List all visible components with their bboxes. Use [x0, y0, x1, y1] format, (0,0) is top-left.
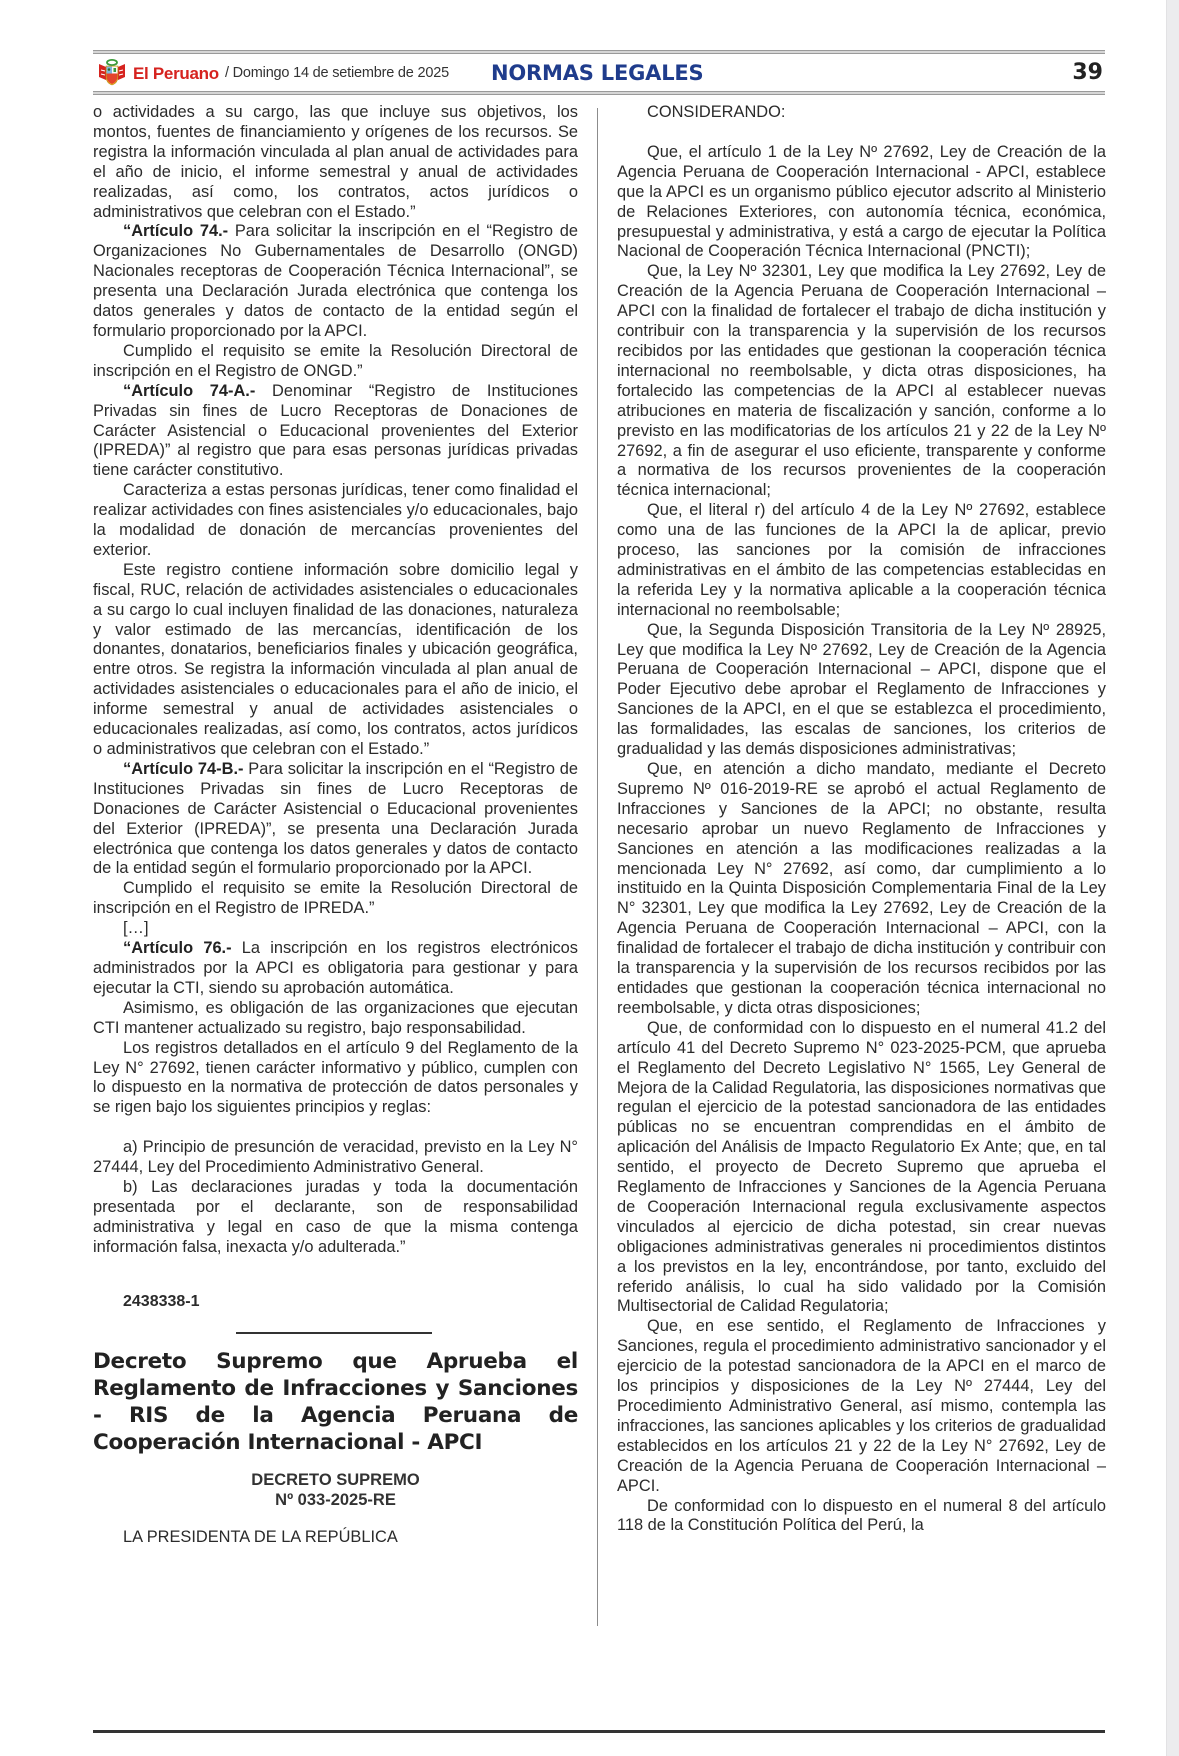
ellipsis: […]: [123, 919, 149, 938]
article-label: “Artículo 74-B.-: [123, 759, 244, 778]
paragraph: o actividades a su cargo, las que incluye sus objetivos, los montos, fuentes de financiamiento y orígenes de los recursos. Se registra la información vinculada al plan anual de actividades para el año de inicio, el informe semestral y anual de actividades realizadas, así como, los contratos, actos jurídicos o administrativos que celebran con el Estado.”: [93, 103, 578, 221]
spacer: [93, 1118, 578, 1138]
list-item-a: a) Principio de presunción de veracidad, previsto en la Ley N° 27444, Ley del Procedimiento Administrativo General.: [93, 1138, 578, 1177]
decree-heading: [93, 1470, 578, 1510]
header-rule-bottom: [93, 91, 1105, 95]
article-text: Para solicitar la inscripción en el “Registro de Instituciones Privadas sin fines de Lucro Receptoras de Donaciones de Carácter Asistencial o Educacional provenientes del Exterior (IPREDA)”, se presenta una Declaración Jurada electrónica que contenga los datos generales y datos de contacto de la entidad según el formulario proporcionado por la APCI.: [93, 759, 578, 878]
article-74-a: [93, 382, 578, 482]
decree-type: DECRETO SUPREMO: [251, 1470, 420, 1489]
peru-coat-of-arms-icon: [97, 58, 127, 88]
article-text: La inscripción en los registros electrónicos administrados por la APCI es obligatoria para gestionar y para ejecutar la CTI, siendo su aprobación automática.: [93, 939, 578, 997]
article-text: Denominar “Registro de Instituciones Privadas sin fines de Lucro Receptoras de Donaciones de Carácter Asistencial o Educacional provenientes del Exterior (IPREDA)” al registro que para esas personas jurídicas privadas tiene carácter constitutivo.: [93, 381, 578, 480]
separator-rule: [236, 1332, 432, 1334]
considerando-heading: CONSIDERANDO:: [647, 103, 786, 121]
paragraph: Cumplido el requisito se emite la Resolución Directoral de inscripción en el Registro de IPREDA.”: [93, 879, 578, 918]
title-word: Decreto: [93, 1348, 187, 1374]
page-header: [93, 56, 1105, 90]
article-74: [93, 222, 578, 341]
paragraph: Que, en ese sentido, el Reglamento de Infracciones y Sanciones, regula el procedimiento administrativo sancionador y el ejercicio de la potestad sancionadora de la APCI en el marco de los principios y disposiciones de la Ley Nº 27444, Ley del Procedimiento Administrativo General, así mismo, contempla las infracciones, las sanciones aplicables y los criterios de gradualidad establecidos en los artículos 21 y 22 de la Ley N° 27692, Ley de Creación de la Agencia Peruana de Cooperación Internacional – APCI.: [617, 1317, 1106, 1495]
title-word: el: [556, 1348, 578, 1374]
viewer-side-strip: [1166, 0, 1179, 1756]
page-number: 39: [1072, 60, 1103, 85]
paragraph: Caracteriza a estas personas jurídicas, tener como finalidad el realizar actividades con fines asistenciales y/o educacionales, bajo la modalidad de donación de mercancías provenientes del exterior.: [93, 481, 578, 559]
paragraph: De conformidad con lo dispuesto en el numeral 8 del artículo 118 de la Constitución Política del Perú, la: [617, 1496, 1106, 1535]
decree-title-first-line: [93, 1348, 578, 1375]
paragraph: Cumplido el requisito se emite la Resolución Directoral de inscripción en el Registro de ONGD.”: [93, 341, 578, 380]
header-rule-top: [93, 50, 1105, 54]
decree-title-rest: Reglamento de Infracciones y Sanciones - RIS de la Agencia Peruana de Cooperación Internacional - APCI: [93, 1375, 578, 1455]
column-divider: [597, 108, 598, 1626]
left-column: [93, 103, 578, 1547]
paragraph: Que, en atención a dicho mandato, mediante el Decreto Supremo Nº 016-2019-RE se aprobó el actual Reglamento de Infracciones y Sanciones de la APCI; no obstante, resulta necesario aprobar un nuevo Reglamento de Infracciones y Sanciones en atención a las modificaciones realizadas a la mencionada Ley N° 27692, así como, dar cumplimiento a lo instituido en la Quinta Disposición Complementaria Final de la Ley N° 32301, Ley que modifica la Ley 27692, Ley de Creación de la Agencia Peruana de Cooperación Internacional – APCI, con la finalidad de fortalecer el trabajo de dicha institución y contribuir con la transparencia y la supervisión de los recursos recibidos por las entidades que gestionan la cooperación técnica internacional no reembolsable, y dicta otras disposiciones;: [617, 760, 1106, 1017]
paragraph: Que, la Segunda Disposición Transitoria de la Ley Nº 28925, Ley que modifica la Ley Nº 27692, Ley de Creación de la Agencia Peruana de Cooperación Internacional – APCI, dispone que el Poder Ejecutivo debe aprobar el Reglamento de Infracciones y Sanciones de la APCI, en el que se establezca el procedimiento, las formalidades, las escalas de sanciones, los criterios de gradualidad y las demás disposiciones administrativas;: [617, 620, 1106, 759]
article-label: “Artículo 76.-: [123, 939, 232, 958]
publication-date: / Domingo 14 de setiembre de 2025: [225, 65, 449, 81]
article-label: “Artículo 74.-: [123, 222, 229, 241]
document-number: 2438338-1: [123, 1292, 200, 1310]
paragraph: Que, la Ley Nº 32301, Ley que modifica la Ley 27692, Ley de Creación de la Agencia Peruana de Cooperación Internacional – APCI con la finalidad de fortalecer el trabajo de dicha institución y contribuir con la transparencia y la supervisión de los recursos recibidos por las entidades que gestionan la cooperación técnica internacional no reembolsable, y dicta otras disposiciones, ha fortalecido las competencias de la APCI al establecer nuevas atribuciones en materia de fiscalización y sanción, conforme a lo previsto en las modificatorias de los artículos 21 y 22 de la Ley Nº 27692, a fin de asegurar el uso eficiente, transparente y conforme a normativa de los recursos provenientes de la cooperación técnica internacional;: [617, 262, 1106, 500]
paragraph: Que, de conformidad con lo dispuesto en el numeral 41.2 del artículo 41 del Decreto Supremo N° 023-2025-PCM, que aprueba el Reglamento del Decreto Legislativo N° 1565, Ley General de Mejora de la Calidad Regulatoria, las disposiciones normativas que regulan el ejercicio de la potestad sancionadora de las entidades públicas no se encuentran comprendidas en el ámbito de aplicación del Análisis de Impacto Regulatorio Ex Ante; que, en tal sentido, el proyecto de Decreto Supremo que aprueba el Reglamento de Infracciones y Sanciones de la Agencia Peruana de Cooperación Internacional regula exclusivamente aspectos vinculados al ejercicio de dicha potestad, sin crear nuevas obligaciones administrativas generales ni procedimientos distintos a los previstos en la ley, encontrándose, por tanto, excluido del referido análisis, lo cual ha sido validado por la Comisión Multisectorial de Calidad Regulatoria;: [617, 1018, 1106, 1316]
article-label: “Artículo 74-A.-: [123, 381, 256, 400]
paragraph: Que, el literal r) del artículo 4 de la Ley Nº 27692, establece como una de las funciones de la APCI la de aplicar, previo proceso, las sanciones por la comisión de infracciones administrativas en el ámbito de las competencias establecidas en la referida Ley y la normativa aplicable a la cooperación técnica internacional no reembolsable;: [617, 501, 1106, 619]
spacer: [617, 123, 1106, 143]
right-column: [617, 103, 1106, 1536]
newspaper-page: [93, 0, 1105, 1756]
list-item-b: b) Las declaraciones juradas y toda la documentación presentada por el declarante, son de responsabilidad administrativa y legal en caso de que la misma contenga información falsa, inexacta y/o adulterada.”: [93, 1178, 578, 1256]
section-title: NORMAS LEGALES: [491, 61, 704, 85]
decree-title: [93, 1348, 578, 1456]
title-word: Supremo: [216, 1348, 323, 1374]
article-76: [93, 939, 578, 999]
paragraph: Este registro contiene información sobre domicilio legal y fiscal, RUC, relación de actividades asistenciales o educacionales a su cargo lo cual incluyen finalidad de las donaciones, naturaleza y valor estimado de las mercancías, identificación de los donantes, donatarios, beneficiarios finales y ubicación geográfica, entre otros. Se registra la información vinculada al plan anual de actividades asistenciales o educacionales para el año de inicio, el informe semestral y anual de actividades asistenciales o educacionales realizadas, así como, los contratos, actos jurídicos o administrativos que celebran con el Estado.”: [93, 560, 578, 758]
spacer: [93, 1258, 578, 1278]
title-word: que: [352, 1348, 397, 1374]
article-74-b: [93, 760, 578, 879]
paragraph: Asimismo, es obligación de las organizaciones que ejecutan CTI mantener actualizado su registro, bajo responsabilidad.: [93, 998, 578, 1037]
article-text: Para solicitar la inscripción en el “Registro de Organizaciones No Gubernamentales de Desarrollo (ONGD) Nacionales receptoras de Cooperación Técnica Internacional”, se presenta una Declaración Jurada electrónica que contenga los datos generales y datos de contacto de la entidad según el formulario proporcionado por la APCI.: [93, 222, 578, 340]
paragraph: Los registros detallados en el artículo 9 del Reglamento de la Ley N° 27692, tienen carácter informativo y público, cumplen con lo dispuesto en la normativa de protección de datos personales y se rigen bajo los siguientes principios y reglas:: [93, 1038, 578, 1117]
newspaper-brand: El Peruano: [133, 64, 219, 83]
decree-number: Nº 033-2025-RE: [275, 1490, 396, 1509]
page-bottom-rule: [93, 1730, 1105, 1733]
title-word: Aprueba: [426, 1348, 527, 1374]
paragraph: Que, el artículo 1 de la Ley Nº 27692, Ley de Creación de la Agencia Peruana de Cooperación Internacional - APCI, establece que la APCI es un organismo público ejecutor adscrito al Ministerio de Relaciones Exteriores, con autonomía técnica, económica, presupuestal y administrativa, y está a cargo de ejecutar la Política Nacional de Cooperación Técnica Internacional (PNCTI);: [617, 142, 1106, 261]
issuer-line: LA PRESIDENTA DE LA REPÚBLICA: [123, 1527, 398, 1546]
